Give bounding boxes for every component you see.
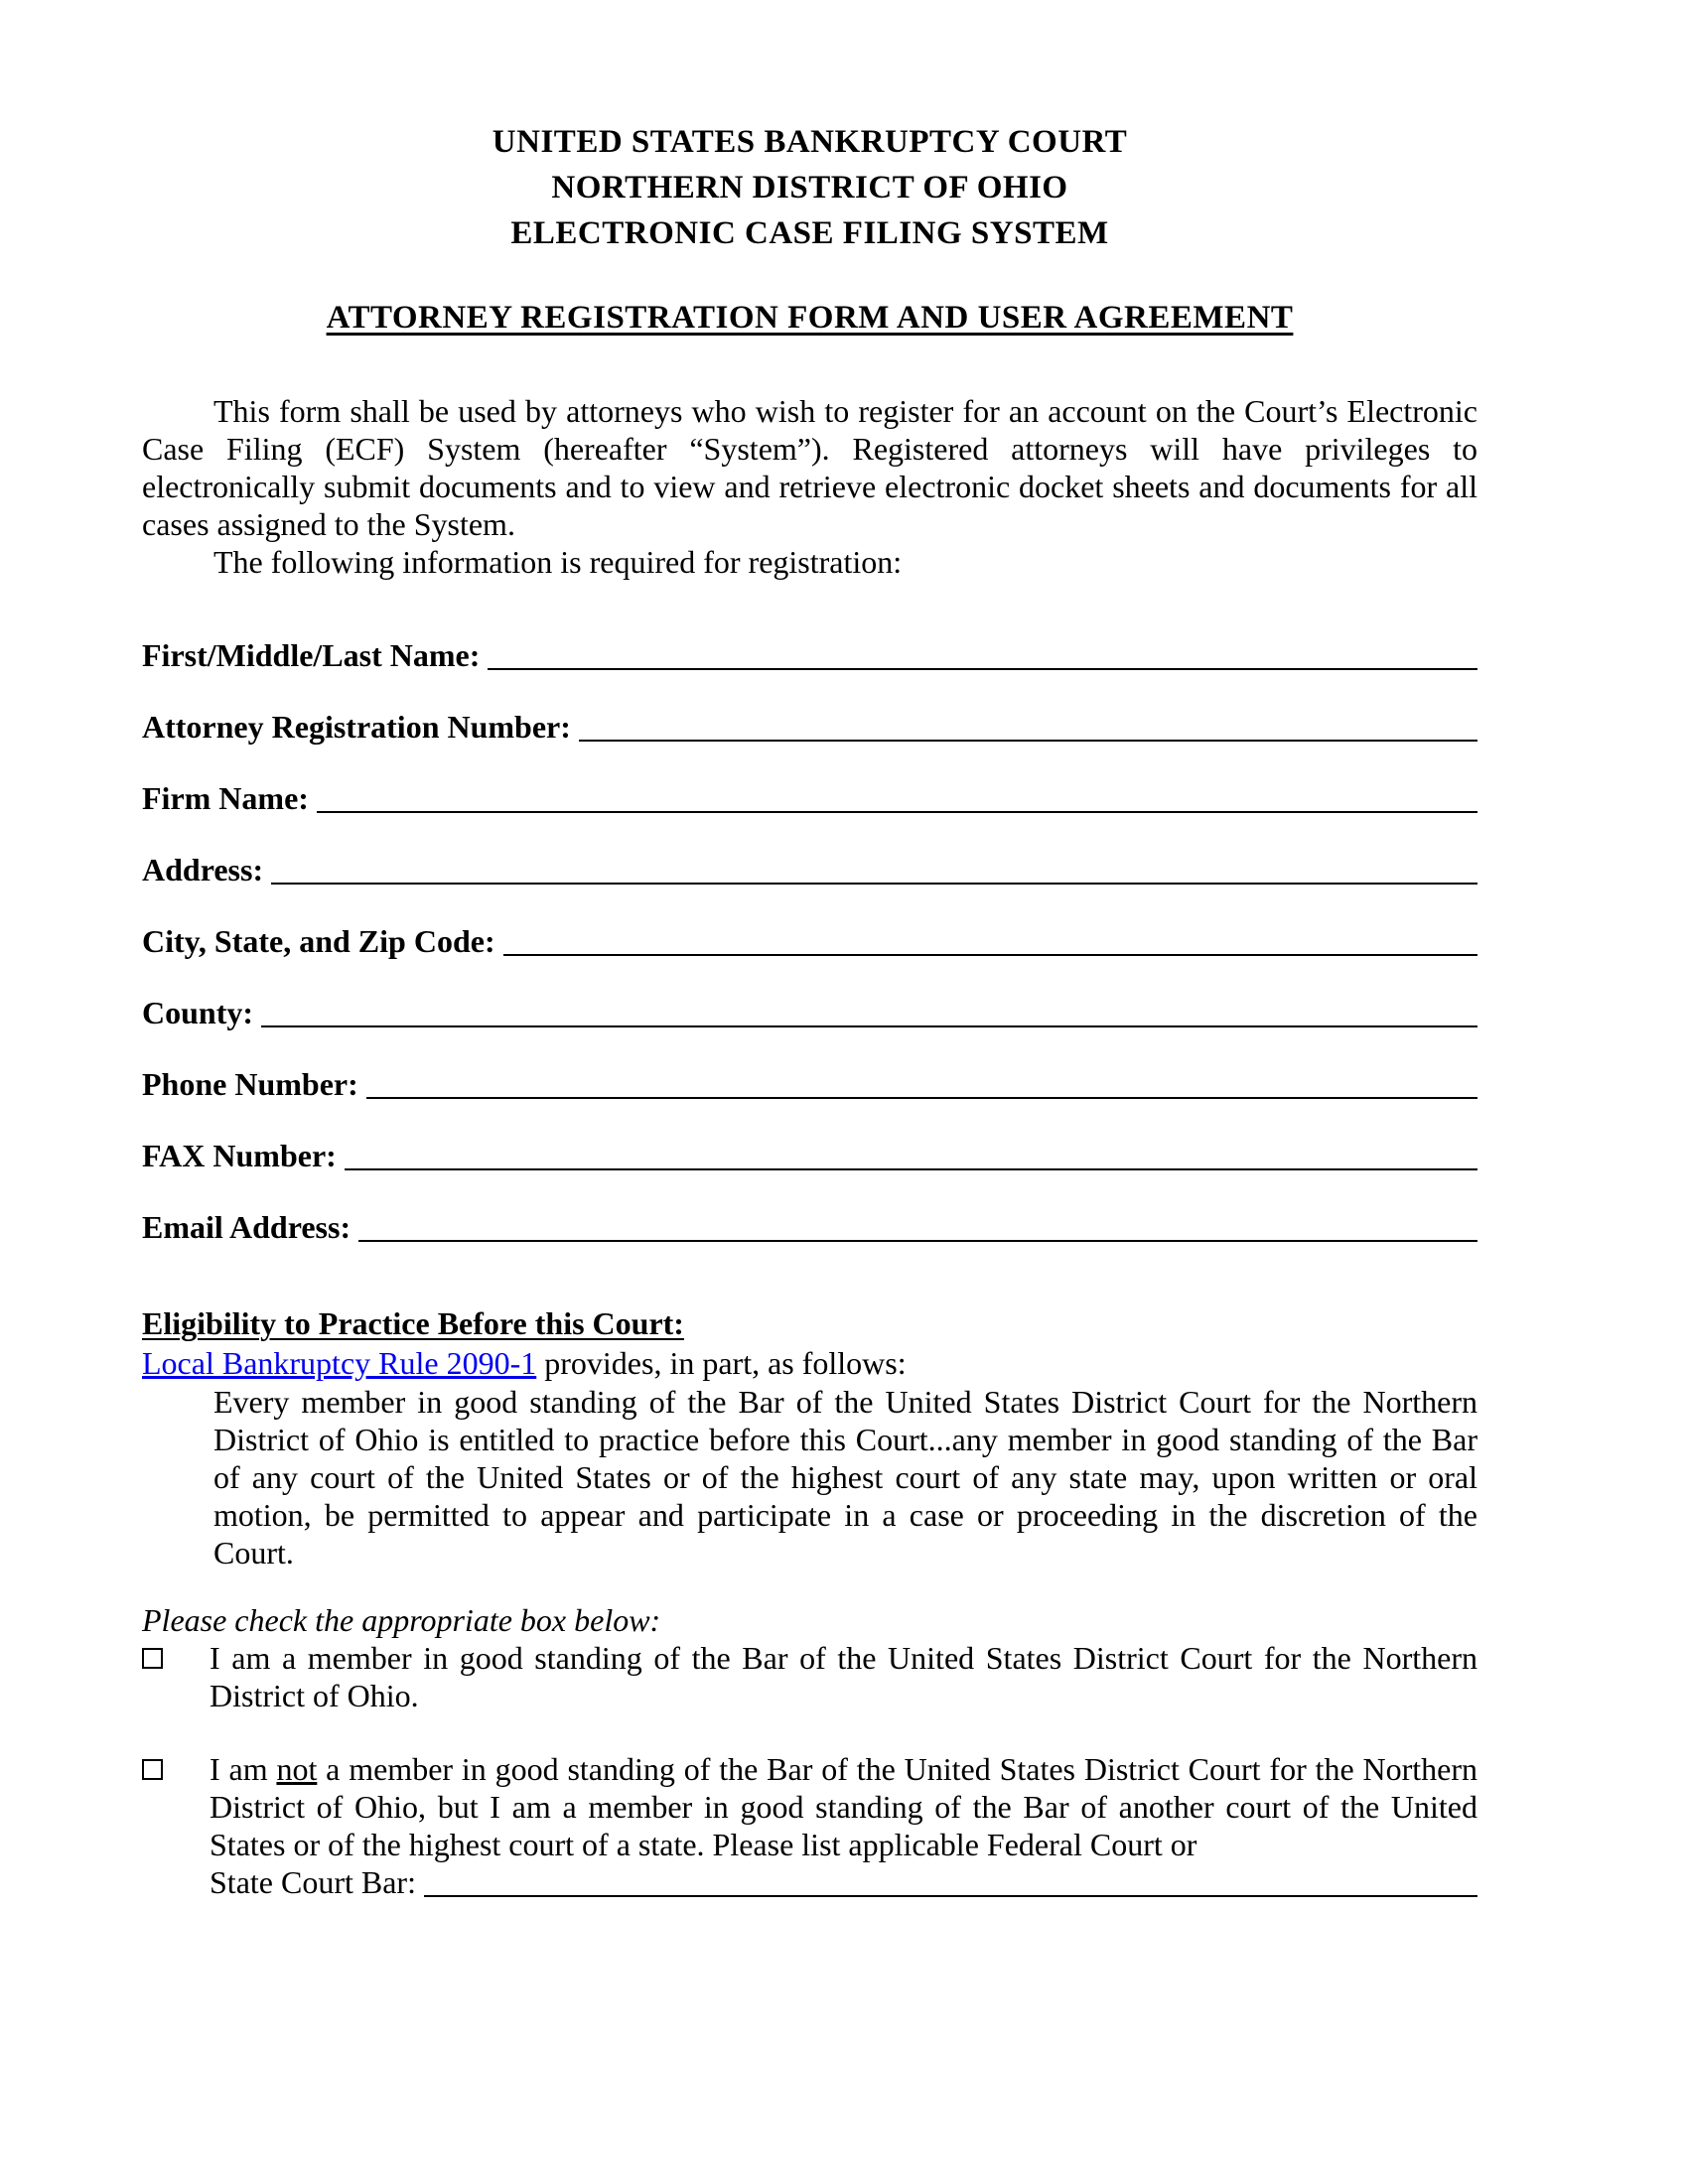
field-address (142, 847, 1477, 888)
checkbox-option-2 (142, 1750, 1477, 1901)
checkbox-not-member-good-standing[interactable] (142, 1759, 163, 1780)
field-phone-number-label: Phone Number: (142, 1066, 358, 1102)
field-attorney-registration-number-label: Attorney Registration Number: (142, 709, 571, 745)
intro-paragraph-2: The following information is required for registration: (213, 544, 903, 580)
field-county (142, 990, 1477, 1031)
field-firm-name-input-line[interactable] (317, 811, 1477, 813)
field-name (142, 632, 1477, 674)
rule-line (142, 1343, 1477, 1383)
checkbox-option-2-text (210, 1750, 1477, 1901)
system-line: ELECTRONIC CASE FILING SYSTEM (510, 215, 1109, 251)
field-name-label: First/Middle/Last Name: (142, 637, 481, 673)
field-email-address-input-line[interactable] (358, 1240, 1477, 1242)
field-firm-name (142, 775, 1477, 817)
field-phone-number-input-line[interactable] (366, 1097, 1477, 1099)
field-city-state-zip (142, 918, 1477, 960)
district-line: NORTHERN DISTRICT OF OHIO (551, 170, 1068, 205)
form-title-text: ATTORNEY REGISTRATION FORM AND USER AGREEMENT (326, 300, 1294, 336)
document-header (142, 119, 1477, 256)
rule-line-suffix: provides, in part, as follows: (536, 1345, 907, 1381)
field-attorney-registration-number-input-line[interactable] (579, 740, 1477, 742)
field-fax-number-input-line[interactable] (345, 1168, 1477, 1170)
option-2-text-before: I am (210, 1751, 277, 1787)
field-address-label: Address: (142, 852, 264, 887)
field-phone-number (142, 1061, 1477, 1103)
field-fax-number (142, 1133, 1477, 1174)
option-2-text-after: a member in good standing of the Bar of the United States District Court for the Northern District of Ohio, but I am a member in good standing of the Bar of another court of the United States or of the highest court of a state. Please list applicable Federal Court or (210, 1751, 1478, 1862)
field-address-input-line[interactable] (271, 883, 1477, 885)
checkbox-member-good-standing[interactable] (142, 1648, 163, 1669)
checkbox-option-1 (142, 1639, 1477, 1714)
field-fax-number-label: FAX Number: (142, 1138, 337, 1173)
eligibility-heading: Eligibility to Practice Before this Court: (142, 1305, 684, 1341)
checkbox-option-1-text: I am a member in good standing of the Bar of the United States District Court for the Northern District of Ohio. (210, 1640, 1477, 1713)
state-court-bar-label: State Court Bar: (210, 1864, 416, 1900)
field-email-address-label: Email Address: (142, 1209, 352, 1245)
field-city-state-zip-input-line[interactable] (503, 954, 1477, 956)
field-county-label: County: (142, 995, 254, 1030)
rule-quote: Every member in good standing of the Bar of the United States District Court for the Northern District of Ohio is entitled to practice before this Court...any member in good standing of the Bar of any court of the United States or of the highest court of any state may, upon written or oral motion, be permitted to appear and participate in a case or proceeding in the discretion of the Court. (213, 1384, 1477, 1570)
field-name-input-line[interactable] (488, 668, 1477, 670)
field-firm-name-label: Firm Name: (142, 780, 309, 816)
option-2-text-underlined: not (276, 1751, 318, 1787)
form-title (142, 300, 1477, 337)
checkbox-instruction: Please check the appropriate box below: (142, 1602, 661, 1638)
state-court-bar-input-line[interactable] (424, 1895, 1477, 1897)
intro-paragraph-1: This form shall be used by attorneys who wish to register for an account on the Court’s Electronic Case Filing (ECF) System (hereafter “System”). Registered attorneys will have privileges to electronically submit documents and to view and retrieve electronic docket sheets and documents for all cases assigned to the System. (142, 393, 1477, 542)
state-court-bar-row (210, 1863, 1477, 1901)
eligibility-section (142, 1303, 1477, 1571)
field-email-address (142, 1204, 1477, 1246)
registration-fields (142, 632, 1477, 1246)
local-bankruptcy-rule-link[interactable]: Local Bankruptcy Rule 2090-1 (142, 1345, 537, 1381)
field-attorney-registration-number (142, 704, 1477, 746)
court-name-line: UNITED STATES BANKRUPTCY COURT (492, 124, 1128, 160)
field-city-state-zip-label: City, State, and Zip Code: (142, 923, 495, 959)
field-county-input-line[interactable] (261, 1025, 1477, 1027)
